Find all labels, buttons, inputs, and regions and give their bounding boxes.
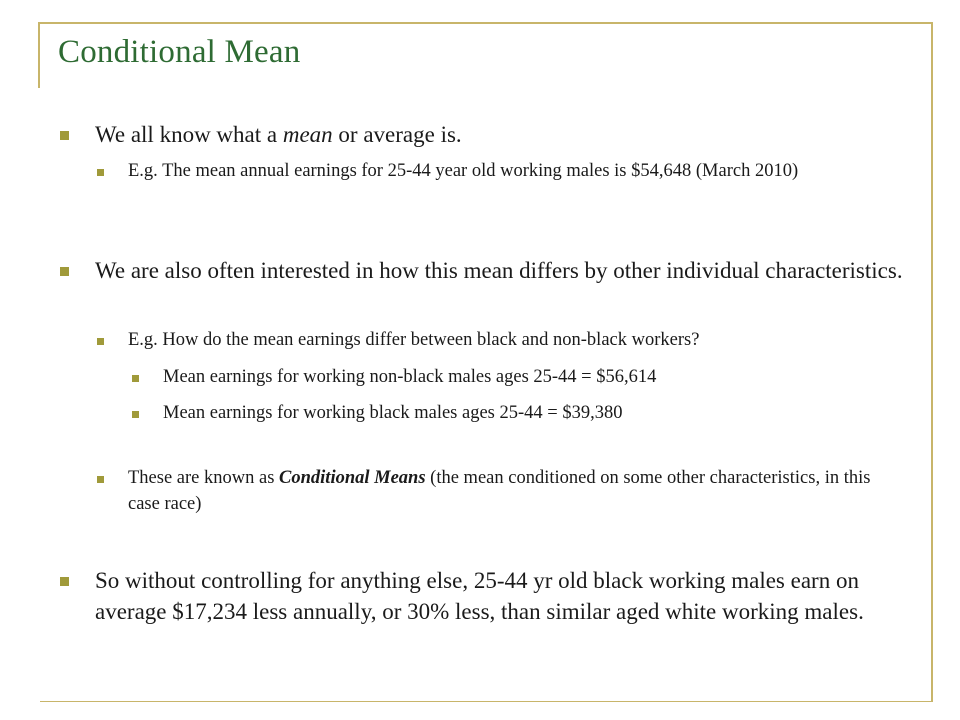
square-bullet-icon xyxy=(97,338,104,345)
square-bullet-icon xyxy=(60,267,69,276)
square-bullet-icon xyxy=(132,411,139,418)
sub-bullet-text-post: (the mean conditioned on some other characteristics, in this case race) xyxy=(128,468,871,514)
sub-bullet-text xyxy=(128,465,888,517)
bullet-text-pre: We all know what a xyxy=(95,122,283,147)
square-bullet-icon xyxy=(132,375,139,382)
bullet-text xyxy=(95,119,915,150)
sub-bullet-text: E.g. The mean annual earnings for 25-44 year old working males is $54,648 (March 2010) xyxy=(128,161,799,181)
square-bullet-icon xyxy=(97,169,104,176)
bullet-text-post: or average is. xyxy=(332,122,462,147)
sub-bullet-text: E.g. How do the mean earnings differ between black and non-black workers? xyxy=(128,330,700,350)
slide-title: Conditional Mean xyxy=(58,34,301,70)
bullet-text: So without controlling for anything else, 25-44 yr old black working males earn on average $17,234 less annually, or 30% less, than similar aged white working males. xyxy=(95,568,864,624)
frame-top-line xyxy=(38,22,933,24)
bullet-text: We are also often interested in how this mean differs by other individual characteristics. xyxy=(95,258,903,283)
frame-right-line xyxy=(931,22,933,702)
square-bullet-icon xyxy=(97,476,104,483)
frame-left-line xyxy=(38,22,40,88)
frame-bottom-line xyxy=(40,701,933,702)
square-bullet-icon xyxy=(60,577,69,586)
sub-bullet-text-pre: These are known as xyxy=(128,468,280,488)
bullet-text-emphasis: mean xyxy=(282,122,333,147)
sub-bullet-text-strong: Conditional Means xyxy=(279,468,426,488)
sub-sub-bullet-text: Mean earnings for working non-black males ages 25-44 = $56,614 xyxy=(163,367,657,387)
square-bullet-icon xyxy=(60,131,69,140)
sub-sub-bullet-text: Mean earnings for working black males ages 25-44 = $39,380 xyxy=(163,403,623,423)
